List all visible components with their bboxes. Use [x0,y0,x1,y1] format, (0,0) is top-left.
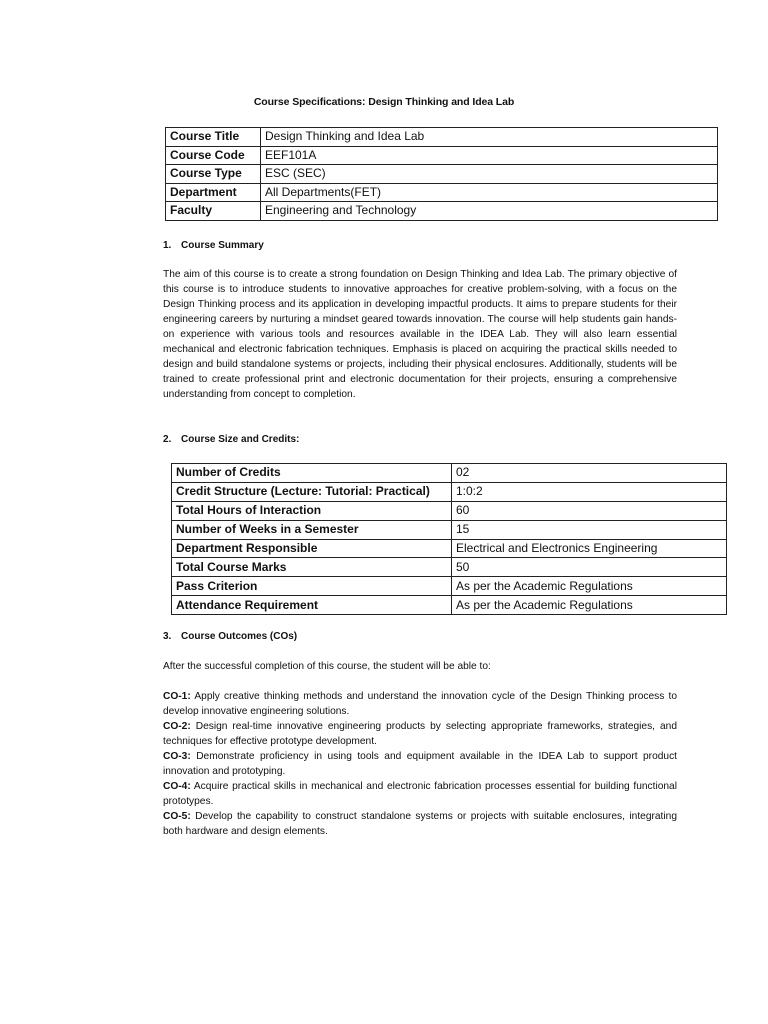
section-title: Course Outcomes (COs) [181,631,298,642]
list-item [163,689,677,719]
row-value: Engineering and Technology [261,202,718,221]
row-label: Number of Weeks in a Semester [172,520,452,539]
table-row [166,146,718,165]
row-label: Number of Credits [172,464,452,483]
row-value: ESC (SEC) [261,165,718,184]
co-label: CO-4: [163,781,191,792]
row-label: Pass Criterion [172,577,452,596]
row-label: Credit Structure (Lecture: Tutorial: Practical) [172,482,452,501]
section-heading-size-credits [163,434,299,445]
list-item [163,719,677,749]
list-item [163,749,677,779]
row-label: Total Hours of Interaction [172,501,452,520]
co-label: CO-2: [163,721,191,732]
table-row [172,520,727,539]
table-row [172,558,727,577]
table-row [172,482,727,501]
credits-table [171,463,727,615]
section-title: Course Summary [181,240,264,251]
table-row [166,183,718,202]
row-value: EEF101A [261,146,718,165]
outcomes-list [163,689,677,839]
section-heading-outcomes [163,631,297,642]
section-number: 3. [163,631,172,642]
co-text: Design real-time innovative engineering products by selecting appropriate frameworks, strategies, and techniques for effective prototype development. [163,721,677,747]
course-info-table [165,127,718,221]
row-label: Course Type [166,165,261,184]
row-label: Course Title [166,128,261,147]
table-row [172,501,727,520]
row-label: Total Course Marks [172,558,452,577]
row-label: Department Responsible [172,539,452,558]
list-item [163,779,677,809]
row-value: Design Thinking and Idea Lab [261,128,718,147]
co-text: Acquire practical skills in mechanical and electronic fabrication processes essential for building functional prototypes. [163,781,677,807]
row-value: All Departments(FET) [261,183,718,202]
row-label: Course Code [166,146,261,165]
table-row [166,128,718,147]
row-label: Department [166,183,261,202]
row-value: As per the Academic Regulations [452,577,727,596]
co-text: Develop the capability to construct standalone systems or projects with suitable enclosures, integrating both hardware and design elements. [163,811,677,837]
section-title: Course Size and Credits: [181,434,300,445]
row-value: Electrical and Electronics Engineering [452,539,727,558]
course-summary-paragraph: The aim of this course is to create a strong foundation on Design Thinking and Idea Lab. The primary objective of this course is to introduce students to innovative approaches for creative problem-solving, with a focus on the Design Thinking process and its application in developing impactful products. It aims to prepare students for their engineering careers by nurturing a mindset geared towards innovation. The course will help students gain hands-on experience with various tools and resources available in the IDEA Lab. They will also learn essential mechanical and electronic fabrication techniques. Emphasis is placed on acquiring the practical skills needed to design and build standalone systems or projects, including their physical enclosures. Additionally, students will be trained to create professional print and electronic documentation for their projects, ensuring a comprehensive understanding from concept to completion. [163,269,677,400]
row-label: Attendance Requirement [172,596,452,615]
row-value: 02 [452,464,727,483]
row-label: Faculty [166,202,261,221]
co-text: Apply creative thinking methods and understand the innovation cycle of the Design Thinking process to develop innovative engineering solutions. [163,691,677,717]
row-value: 50 [452,558,727,577]
outcomes-intro: After the successful completion of this course, the student will be able to: [163,661,491,672]
row-value: 15 [452,520,727,539]
section-heading-summary [163,240,264,251]
section-number: 2. [163,434,172,445]
table-row [166,165,718,184]
table-row [172,596,727,615]
document-title: Course Specifications: Design Thinking and Idea Lab [253,96,515,108]
co-label: CO-1: [163,691,191,702]
co-label: CO-3: [163,751,191,762]
table-row [172,577,727,596]
row-value: As per the Academic Regulations [452,596,727,615]
row-value: 1:0:2 [452,482,727,501]
table-row [172,539,727,558]
co-label: CO-5: [163,811,191,822]
list-item [163,809,677,839]
section-number: 1. [163,240,172,251]
table-row [172,464,727,483]
table-row [166,202,718,221]
co-text: Demonstrate proficiency in using tools and equipment available in the IDEA Lab to support product innovation and prototyping. [163,751,677,777]
row-value: 60 [452,501,727,520]
